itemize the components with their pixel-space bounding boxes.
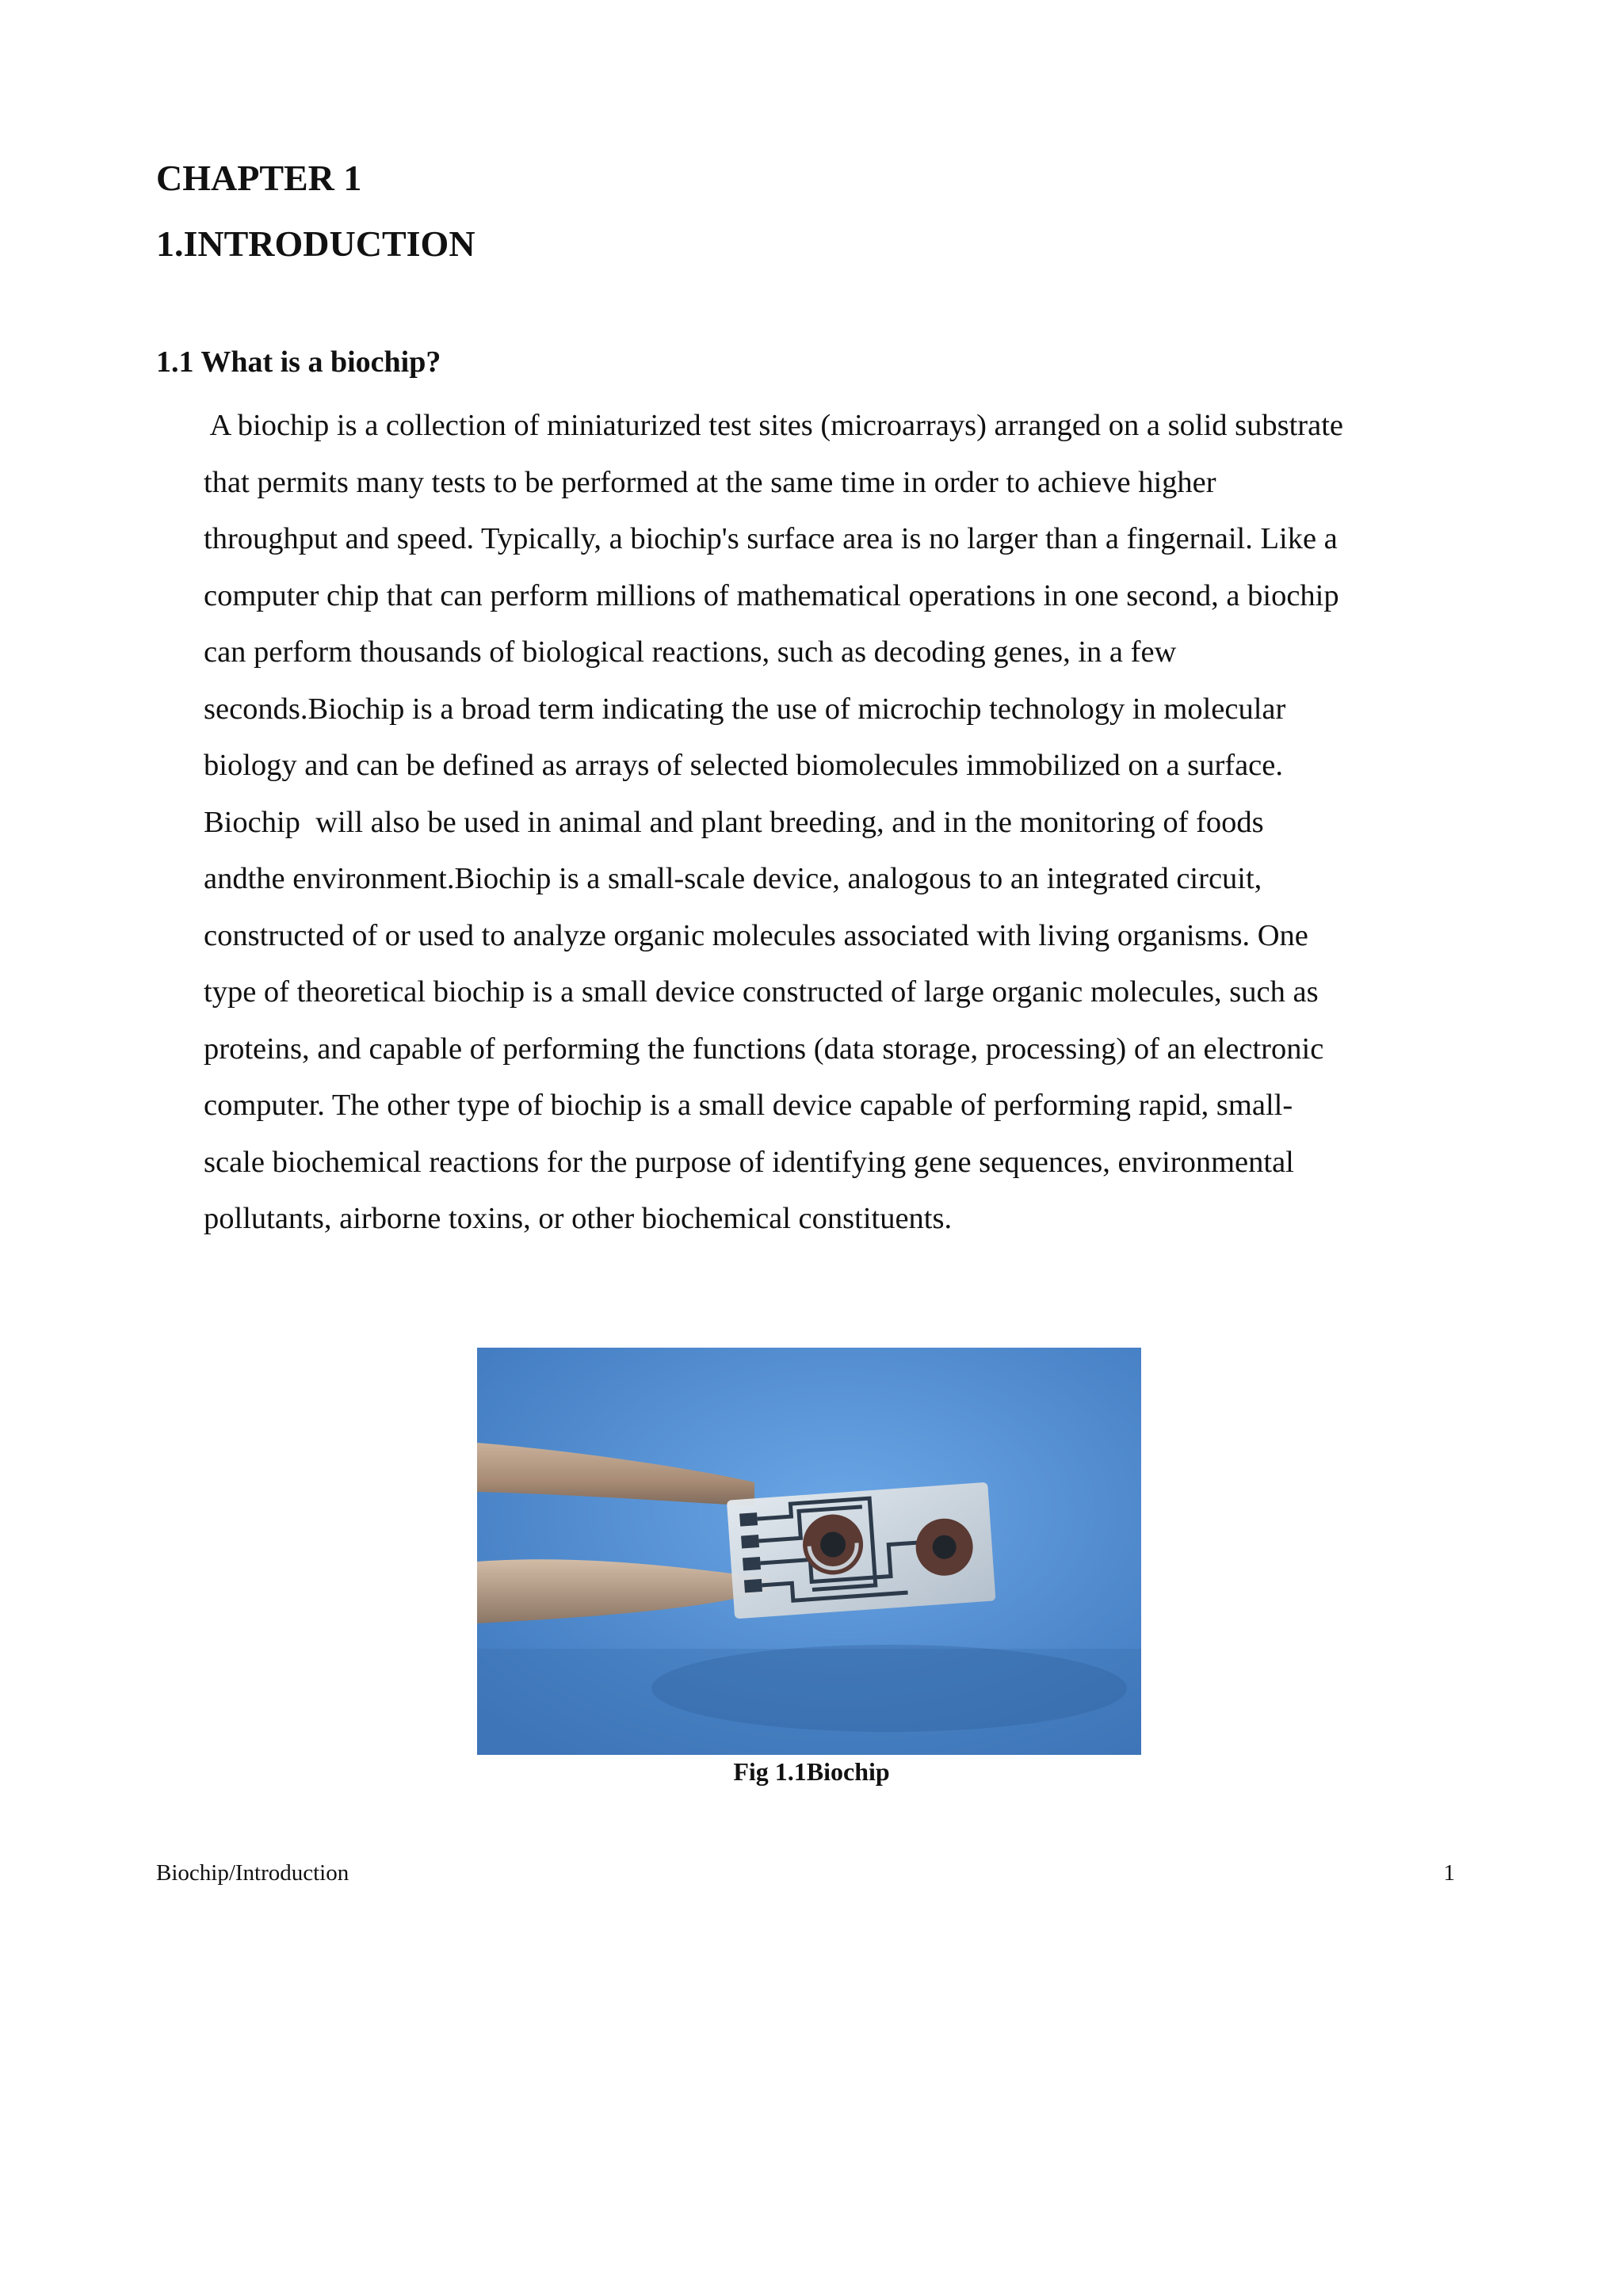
chapter-label: CHAPTER 1	[156, 158, 362, 198]
section-body	[204, 398, 1440, 1248]
chapter-title: 1.INTRODUCTION	[156, 223, 475, 264]
body-line: seconds.Biochip is a broad term indicating the use of microchip technology in molecular	[204, 692, 1286, 726]
biochip-photo	[477, 1348, 1141, 1755]
body-line: computer. The other type of biochip is a small device capable of performing rapid, small-	[204, 1089, 1293, 1122]
body-line: can perform thousands of biological reactions, such as decoding genes, in a few	[204, 635, 1177, 669]
body-line: biology and can be defined as arrays of selected biomolecules immobilized on a surface.	[204, 749, 1283, 782]
body-line: scale biochemical reactions for the purpose of identifying gene sequences, environmental	[204, 1145, 1294, 1179]
body-line: andthe environment.Biochip is a small-scale device, analogous to an integrated circuit,	[204, 862, 1262, 895]
body-line: A biochip is a collection of miniaturized test sites (microarrays) arranged on a solid substrate	[204, 409, 1343, 442]
section-heading: 1.1 What is a biochip?	[156, 345, 441, 379]
body-line: throughput and speed. Typically, a biochip's surface area is no larger than a fingernail. Like a	[204, 522, 1338, 555]
body-line: pollutants, airborne toxins, or other biochemical constituents.	[204, 1202, 953, 1235]
page-number: 1	[1443, 1860, 1455, 1886]
footer-title: Biochip/Introduction	[156, 1860, 349, 1886]
body-line: type of theoretical biochip is a small device constructed of large organic molecules, such as	[204, 975, 1319, 1009]
body-line: proteins, and capable of performing the functions (data storage, processing) of an electronic	[204, 1032, 1324, 1066]
body-line: Biochip will also be used in animal and plant breeding, and in the monitoring of foods	[204, 805, 1264, 839]
body-line: constructed of or used to analyze organic molecules associated with living organisms. One	[204, 918, 1308, 952]
body-line: that permits many tests to be performed at the same time in order to achieve higher	[204, 465, 1216, 499]
body-line: computer chip that can perform millions of mathematical operations in one second, a biochip	[204, 578, 1339, 612]
biochip-chip	[727, 1482, 996, 1619]
figure-caption: Fig 1.1Biochip	[733, 1757, 890, 1786]
biochip-figure	[477, 1348, 1141, 1755]
